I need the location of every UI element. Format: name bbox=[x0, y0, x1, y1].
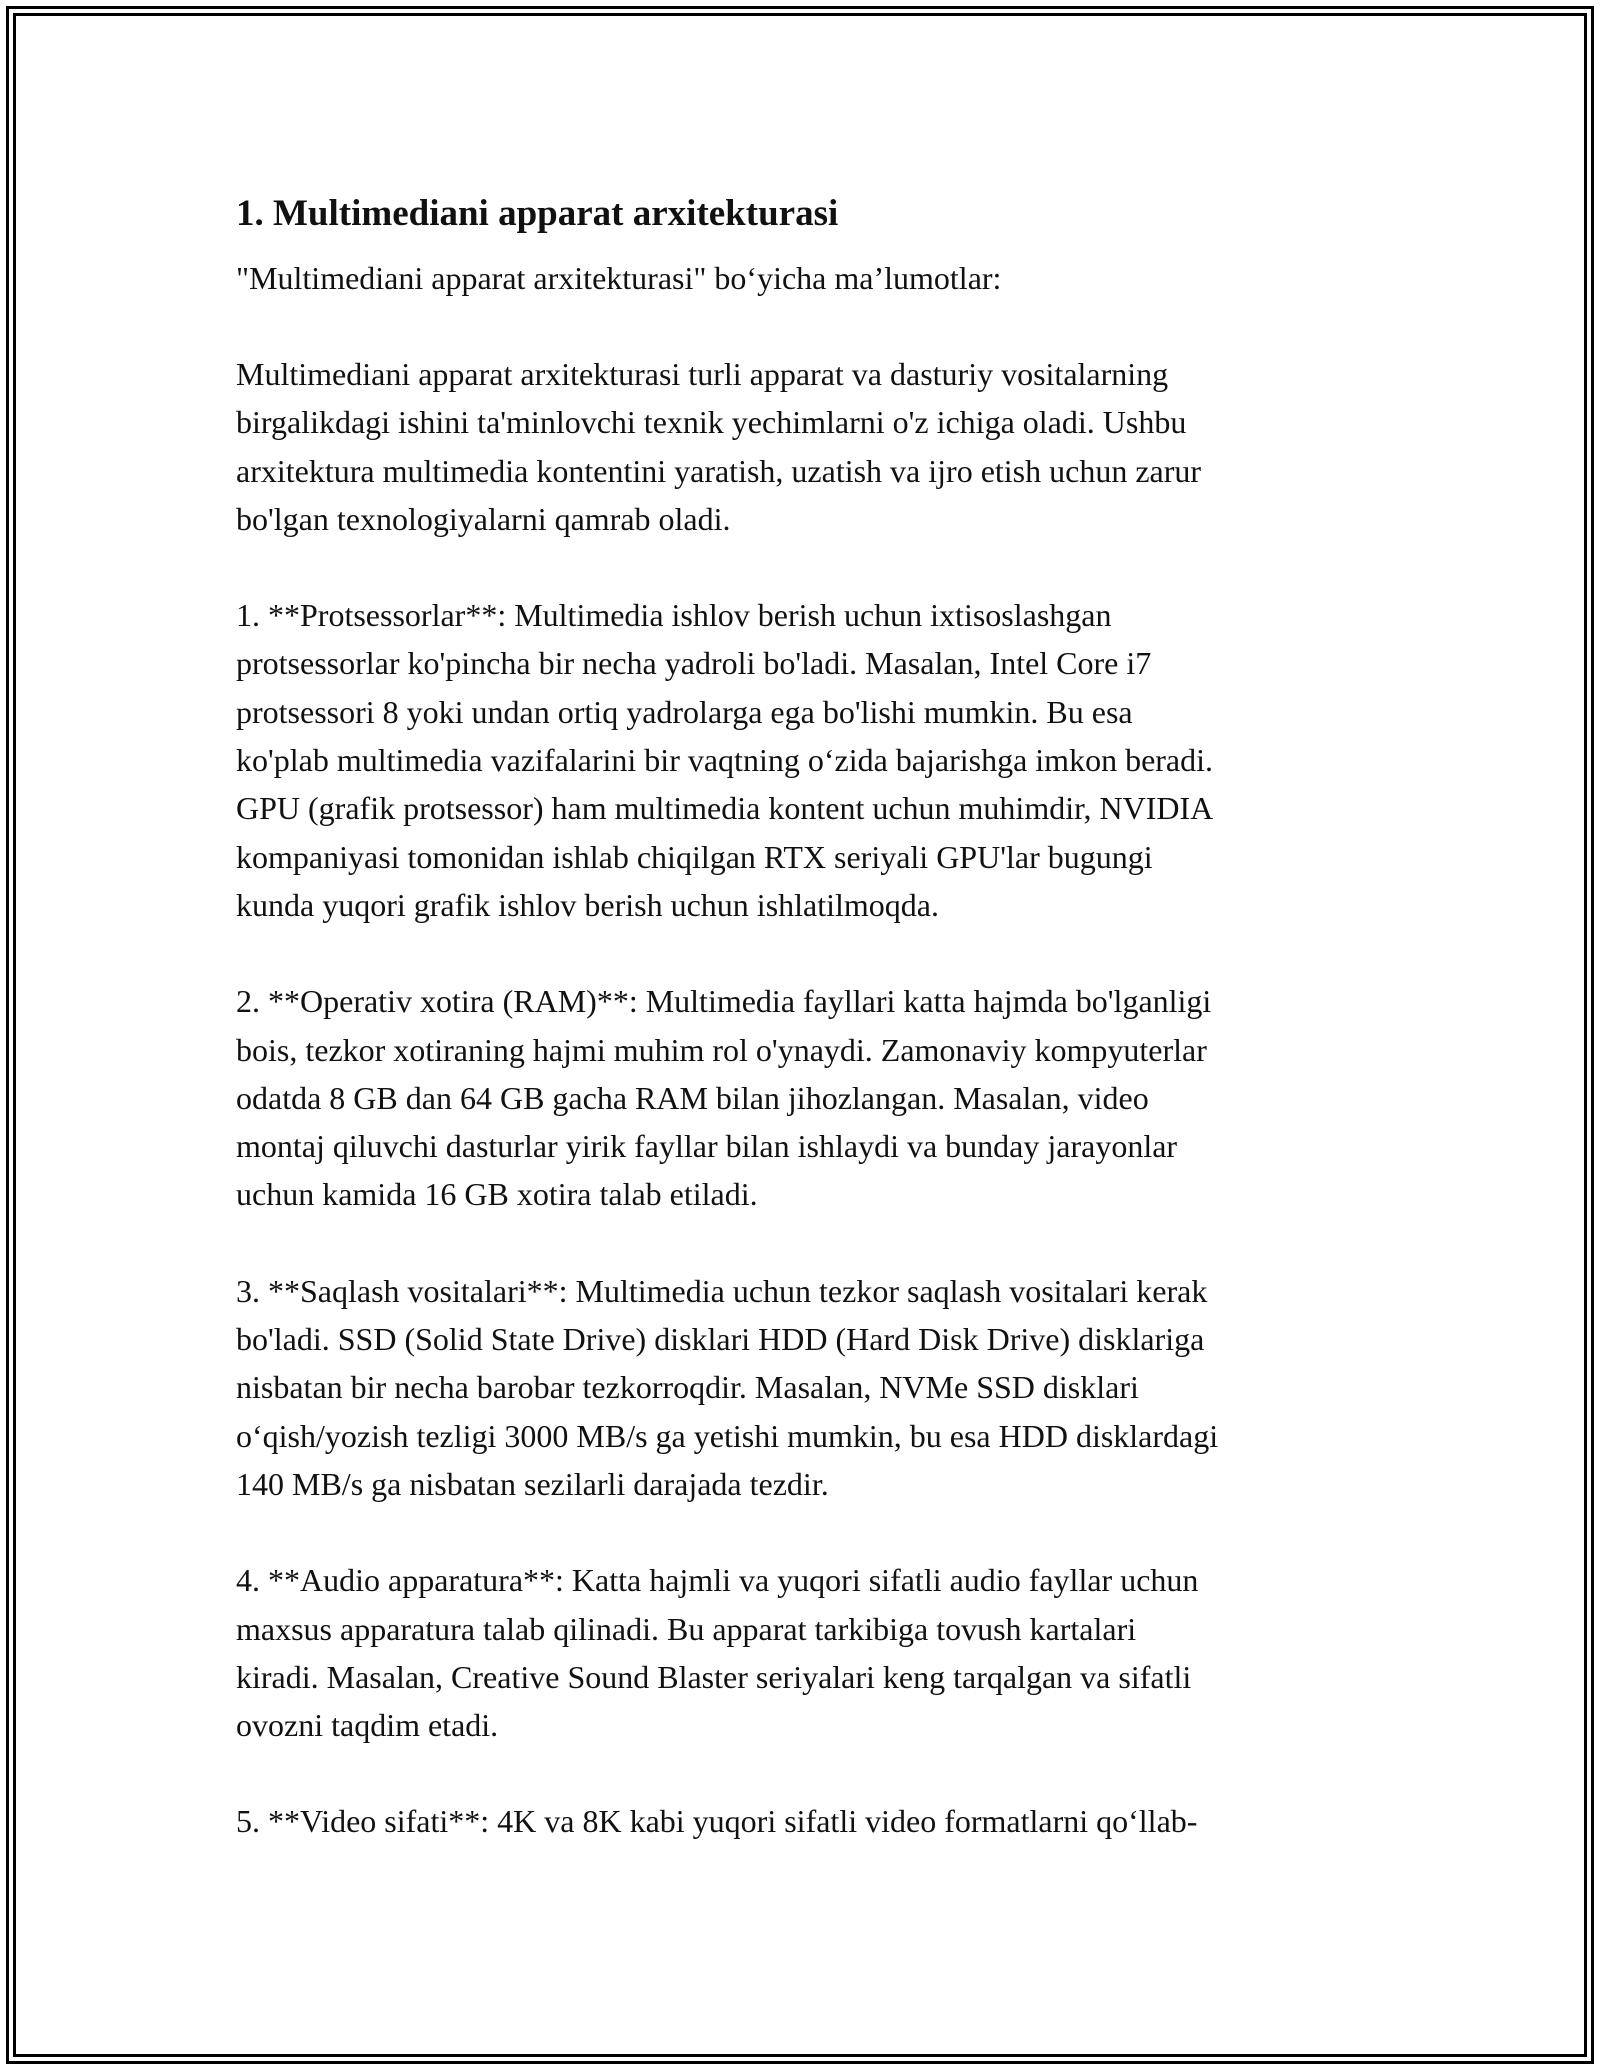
text-line: GPU (grafik protsessor) ham multimedia kontent uchun muhimdir, NVIDIA bbox=[236, 790, 1214, 827]
text-line: 140 MB/s ga nisbatan sezilarli darajada tezdir. bbox=[236, 1465, 829, 1502]
text-line: protsessorlar ko'pincha bir necha yadroli bo'ladi. Masalan, Intel Core i7 bbox=[236, 645, 1152, 682]
text-line: protsessori 8 yoki undan ortiq yadrolarga ega bo'lishi mumkin. Bu esa bbox=[236, 693, 1133, 730]
paragraph-overview bbox=[236, 350, 1376, 543]
text-line: montaj qiluvchi dasturlar yirik fayllar bilan ishlaydi va bunday jarayonlar bbox=[236, 1128, 1178, 1165]
text-line: bo'lgan texnologiyalarni qamrab oladi. bbox=[236, 500, 731, 537]
text-line: o‘qish/yozish tezligi 3000 MB/s ga yetishi mumkin, bu esa HDD disklardagi bbox=[236, 1417, 1219, 1454]
text-line: ko'plab multimedia vazifalarini bir vaqtning o‘zida bajarishga imkon beradi. bbox=[236, 742, 1214, 779]
text-line: 1. **Protsessorlar**: Multimedia ishlov berish uchun ixtisoslashgan bbox=[236, 597, 1112, 634]
text-line: maxsus apparatura talab qilinadi. Bu apparat tarkibiga tovush kartalari bbox=[236, 1610, 1137, 1647]
text-line: 5. **Video sifati**: 4K va 8K kabi yuqori sifatli video formatlarni qo‘llab- bbox=[236, 1803, 1198, 1840]
text-line: kiradi. Masalan, Creative Sound Blaster seriyalari keng tarqalgan va sifatli bbox=[236, 1658, 1192, 1695]
text-line: kompaniyasi tomonidan ishlab chiqilgan RTX seriyali GPU'lar bugungi bbox=[236, 838, 1153, 875]
text-line: nisbatan bir necha barobar tezkorroqdir. Masalan, NVMe SSD disklari bbox=[236, 1369, 1139, 1406]
document-body bbox=[236, 186, 1376, 1846]
paragraph-video bbox=[236, 1797, 1376, 1845]
paragraph-storage bbox=[236, 1267, 1376, 1508]
text-line: kunda yuqori grafik ishlov berish uchun ishlatilmoqda. bbox=[236, 886, 939, 923]
text-line: Multimediani apparat arxitekturasi turli apparat va dasturiy vositalarning bbox=[236, 356, 1169, 392]
paragraph-ram bbox=[236, 977, 1376, 1218]
text-line: arxitektura multimedia kontentini yaratish, uzatish va ijro etish uchun zarur bbox=[236, 452, 1202, 489]
document-title: 1. Multimediani apparat arxitekturasi bbox=[236, 193, 839, 234]
text-line: bo'ladi. SSD (Solid State Drive) disklari HDD (Hard Disk Drive) disklariga bbox=[236, 1321, 1205, 1358]
text-line: ovozni taqdim etadi. bbox=[236, 1707, 499, 1744]
text-line: birgalikdagi ishini ta'minlovchi texnik yechimlarni o'z ichiga oladi. Ushbu bbox=[236, 404, 1187, 441]
text-line: uchun kamida 16 GB xotira talab etiladi. bbox=[236, 1176, 758, 1213]
text-line: 3. **Saqlash vositalari**: Multimedia uchun tezkor saqlash vositalari kerak bbox=[236, 1272, 1208, 1309]
paragraph-processors bbox=[236, 591, 1376, 929]
text-line: odatda 8 GB dan 64 GB gacha RAM bilan jihozlangan. Masalan, video bbox=[236, 1079, 1149, 1116]
paragraph-audio bbox=[236, 1556, 1376, 1749]
intro-line: "Multimediani apparat arxitekturasi" bo‘yicha ma’lumotlar: bbox=[236, 260, 1002, 296]
text-line: 2. **Operativ xotira (RAM)**: Multimedia fayllari katta hajmda bo'lganligi bbox=[236, 983, 1212, 1020]
text-line: 4. **Audio apparatura**: Katta hajmli va yuqori sifatli audio fayllar uchun bbox=[236, 1562, 1199, 1599]
text-line: bois, tezkor xotiraning hajmi muhim rol o'ynaydi. Zamonaviy kompyuterlar bbox=[236, 1031, 1207, 1068]
